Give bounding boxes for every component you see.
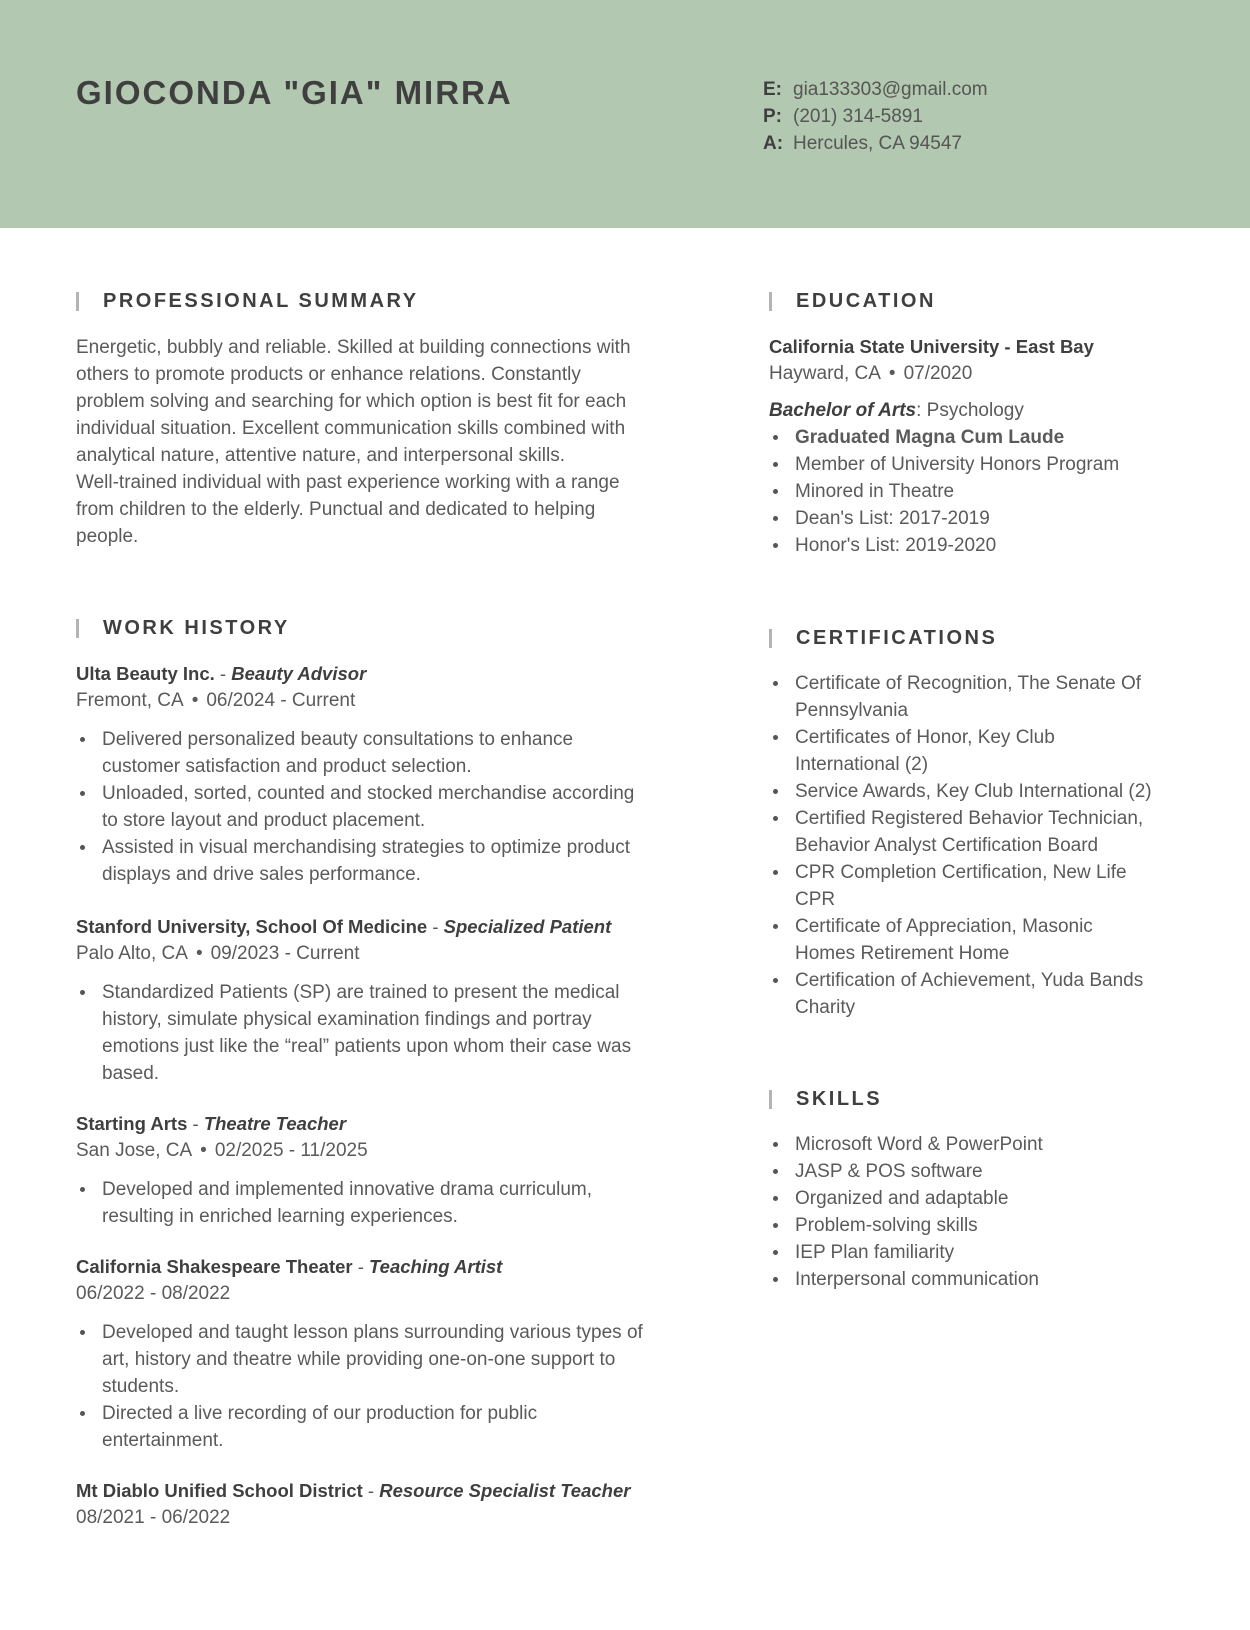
header-banner [0, 0, 1250, 228]
degree: Bachelor of Arts: Psychology [769, 400, 1024, 421]
list-item: Certificate of Recognition, The Senate Of Pennsylvania [769, 670, 1189, 724]
contact-label: E: [763, 79, 782, 100]
list-item: Certificates of Honor, Key Club International (2) [769, 724, 1189, 778]
job-entry [76, 1253, 696, 1454]
certifications-list [769, 670, 1189, 1021]
job-entry [76, 913, 696, 1087]
list-item: Dean's List: 2017-2019 [769, 505, 1189, 532]
list-item: Organized and adaptable [769, 1185, 1189, 1212]
list-item: Directed a live recording of our production for public entertainment. [76, 1400, 696, 1454]
contact-label: P: [763, 106, 782, 127]
contact-email-row [763, 76, 988, 103]
section-divider [769, 1090, 772, 1109]
list-item: Unloaded, sorted, counted and stocked merchandise according to store layout and product placement. [76, 780, 696, 834]
job-entry [76, 660, 696, 888]
list-item: Microsoft Word & PowerPoint [769, 1131, 1189, 1158]
list-item: Certificate of Appreciation, Masonic Homes Retirement Home [769, 913, 1189, 967]
list-item: Developed and implemented innovative drama curriculum, resulting in enriched learning experiences. [76, 1176, 696, 1230]
job-title: Starting Arts - Theatre Teacher [76, 1113, 347, 1134]
summary-text: Energetic, bubbly and reliable. Skilled at building connections with others to promote products or enhance relations. Constantly problem solving and searching for which option is best fit for each individual situation. Excellent communication skills combined with analytical nature, attentive nature, and interpersonal skills. Well-trained individual with past experience working with a range from children to the elderly. Punctual and dedicated to helping people. [76, 337, 631, 547]
list-item: Member of University Honors Program [769, 451, 1189, 478]
job-title: Ulta Beauty Inc. - Beauty Advisor [76, 663, 367, 684]
contact-email[interactable]: gia133303@gmail.com [793, 79, 988, 100]
summary-heading: PROFESSIONAL SUMMARY [76, 286, 696, 316]
list-item: JASP & POS software [769, 1158, 1189, 1185]
list-item: Honor's List: 2019-2020 [769, 532, 1189, 559]
right-column [769, 286, 1189, 1293]
education-heading: EDUCATION [769, 286, 1189, 316]
education-bullets [769, 424, 1189, 559]
skills-heading: SKILLS [769, 1084, 1189, 1114]
contact-block [763, 76, 988, 157]
certifications-heading: CERTIFICATIONS [769, 623, 1189, 653]
job-bullets [76, 1176, 696, 1230]
list-item: Certified Registered Behavior Technician, Behavior Analyst Certification Board [769, 805, 1189, 859]
list-item: Standardized Patients (SP) are trained to present the medical history, simulate physical examination findings and portray emotions just like the “real” patients upon whom their case was based. [76, 979, 696, 1087]
contact-phone[interactable]: (201) 314-5891 [793, 106, 923, 127]
left-column [76, 286, 696, 1531]
job-title: California Shakespeare Theater - Teaching Artist [76, 1256, 503, 1277]
section-divider [769, 292, 772, 311]
job-title: Mt Diablo Unified School District - Resource Specialist Teacher [76, 1480, 631, 1501]
section-divider [76, 292, 79, 311]
job-meta: San Jose, CA • 02/2025 - 11/2025 [76, 1140, 368, 1161]
list-item: Delivered personalized beauty consultations to enhance customer satisfaction and product selection. [76, 726, 696, 780]
work-history-heading: WORK HISTORY [76, 613, 696, 643]
job-meta: Fremont, CA • 06/2024 - Current [76, 690, 356, 711]
job-meta: Palo Alto, CA • 09/2023 - Current [76, 943, 360, 964]
job-entry [76, 1110, 696, 1230]
job-meta: 06/2022 - 08/2022 [76, 1283, 231, 1304]
skills-list [769, 1131, 1189, 1293]
candidate-name: GIOCONDA "GIA" MIRRA [76, 74, 513, 111]
school-meta: Hayward, CA • 07/2020 [769, 363, 973, 384]
list-item: Certification of Achievement, Yuda Bands Charity [769, 967, 1189, 1021]
section-divider [76, 619, 79, 638]
job-bullets [76, 726, 696, 888]
list-item: Interpersonal communication [769, 1266, 1189, 1293]
list-item: Developed and taught lesson plans surrounding various types of art, history and theatre while providing one-on-one support to students. [76, 1319, 696, 1400]
list-item: Graduated Magna Cum Laude [769, 424, 1189, 451]
contact-address-row [763, 130, 988, 157]
job-meta: 08/2021 - 06/2022 [76, 1507, 231, 1528]
list-item: Assisted in visual merchandising strategies to optimize product displays and drive sales performance. [76, 834, 696, 888]
job-bullets [76, 979, 696, 1087]
job-bullets [76, 1319, 696, 1454]
contact-address: Hercules, CA 94547 [793, 133, 962, 154]
list-item: Service Awards, Key Club International (2) [769, 778, 1189, 805]
list-item: Problem-solving skills [769, 1212, 1189, 1239]
contact-label: A: [763, 133, 784, 154]
job-entry [76, 1477, 696, 1531]
list-item: IEP Plan familiarity [769, 1239, 1189, 1266]
section-divider [769, 629, 772, 648]
school-name: California State University - East Bay [769, 336, 1094, 357]
education-entry [769, 333, 1189, 559]
list-item: Minored in Theatre [769, 478, 1189, 505]
contact-phone-row [763, 103, 988, 130]
job-title: Stanford University, School Of Medicine - Specialized Patient [76, 916, 612, 937]
list-item: CPR Completion Certification, New Life CPR [769, 859, 1189, 913]
